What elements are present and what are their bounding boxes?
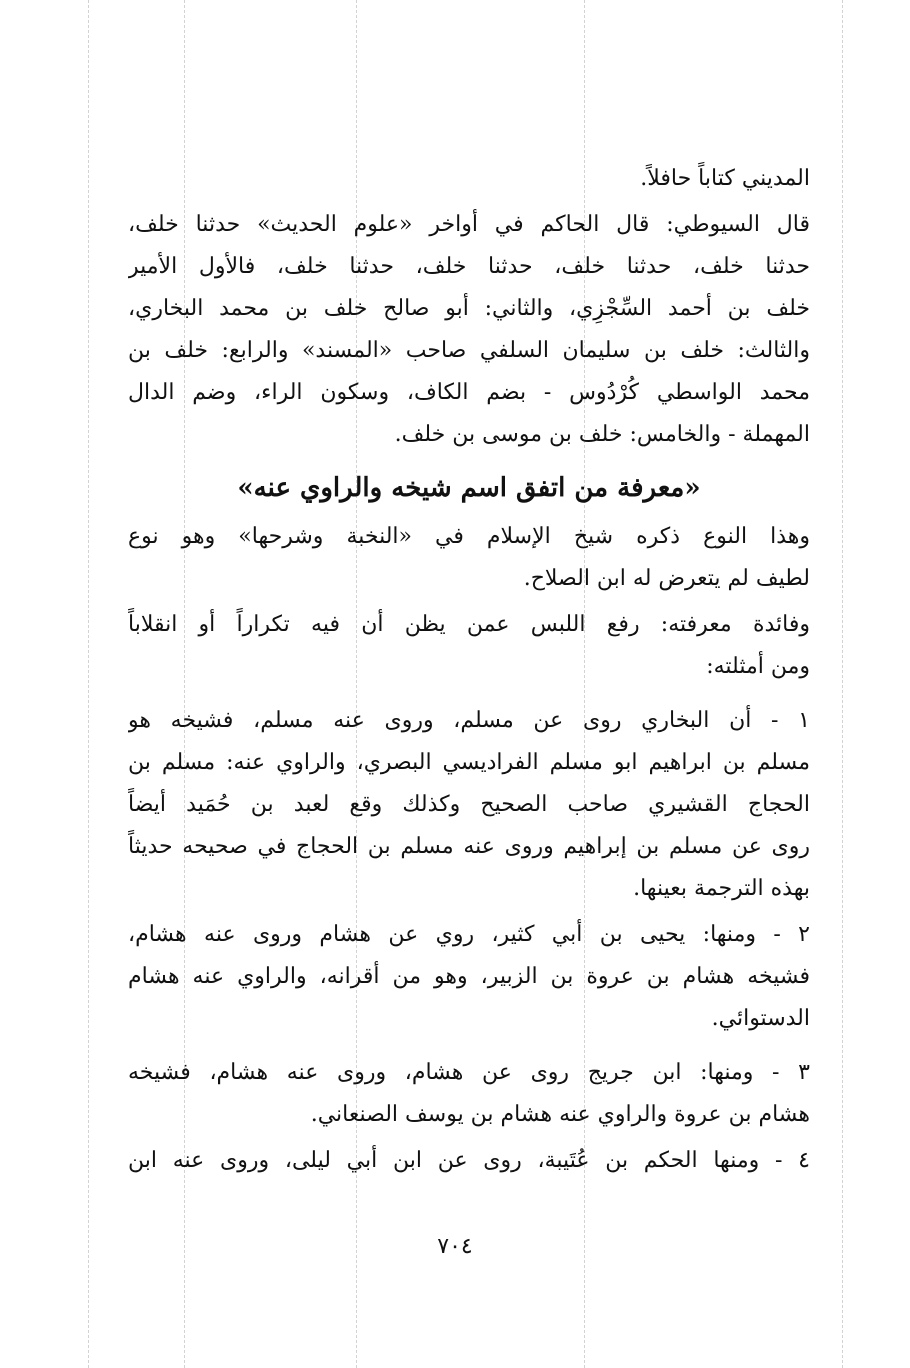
grid-line: [842, 0, 843, 1368]
paragraph: [128, 204, 810, 456]
text-line: بهذه الترجمة بعينها.: [633, 876, 810, 901]
text-line: المهملة - والخامس: خلف بن موسى بن خلف.: [394, 422, 810, 447]
text-line: ٣ - ومنها: ابن جريج روى عن هشام، وروى عنه هشام، فشيخه: [128, 1060, 810, 1085]
text-line: لطيف لم يتعرض له ابن الصلاح.: [523, 566, 810, 591]
text-line: المديني كتاباً حافلاً.: [640, 166, 810, 191]
text-line: والثالث: خلف بن سليمان السلفي صاحب «المسند» والرابع: خلف بن: [128, 338, 810, 363]
section-heading: «معرفة من اتفق اسم شيخه والراوي عنه»: [237, 473, 701, 503]
text-line: وفائدة معرفته: رفع اللبس عمن يظن أن فيه تكراراً أو انقلاباً: [128, 612, 810, 637]
text-line: وهذا النوع ذكره شيخ الإسلام في «النخبة وشرحها» وهو نوع: [128, 524, 810, 549]
paragraph: [128, 700, 810, 910]
text-line: ١ - أن البخاري روى عن مسلم، وروى عنه مسلم، فشيخه هو: [128, 708, 810, 733]
paragraph: [128, 604, 810, 688]
text-line: روى عن مسلم بن إبراهيم وروى عنه مسلم بن الحجاج في صحيحه حديثاً: [128, 834, 810, 859]
page-number: ٧٠٤: [437, 1234, 473, 1259]
text-line: مسلم بن ابراهيم ابو مسلم الفراديسي البصري، والراوي عنه: مسلم بن: [128, 750, 810, 775]
grid-line: [88, 0, 89, 1368]
paragraph: [128, 1052, 810, 1136]
text-line: ٤ - ومنها الحكم بن عُتَيبة، روى عن ابن أبي ليلى، وروى عنه ابن: [128, 1148, 810, 1173]
text-line: حدثنا خلف، حدثنا خلف، حدثنا خلف، حدثنا خلف، فالأول الأمير: [128, 254, 810, 279]
text-line: قال السيوطي: قال الحاكم في أواخر «علوم الحديث» حدثنا خلف،: [128, 212, 810, 237]
paragraph: [128, 516, 810, 600]
text-line: خلف بن أحمد السِّجْزِي، والثاني: أبو صالح خلف بن محمد البخاري،: [128, 296, 810, 321]
paragraph: [128, 914, 810, 1040]
paragraph: [128, 1140, 810, 1182]
text-line: ٢ - ومنها: يحيى بن أبي كثير، روي عن هشام وروى عنه هشام،: [128, 922, 810, 947]
text-line: فشيخه هشام بن عروة بن الزبير، وهو من أقرانه، والراوي عنه هشام: [128, 964, 810, 989]
paragraph: [128, 158, 810, 200]
text-line: ومن أمثلته:: [706, 654, 810, 679]
text-line: الدستوائي.: [711, 1006, 810, 1031]
text-line: محمد الواسطي كُرْدُوس - بضم الكاف، وسكون الراء، وضم الدال: [128, 380, 810, 405]
text-line: الحجاج القشيري صاحب الصحيح وكذلك وقع لعبد بن حُمَيد أيضاً: [128, 792, 810, 817]
text-line: هشام بن عروة والراوي عنه هشام بن يوسف الصنعاني.: [310, 1102, 810, 1127]
page-body: [128, 158, 810, 1182]
